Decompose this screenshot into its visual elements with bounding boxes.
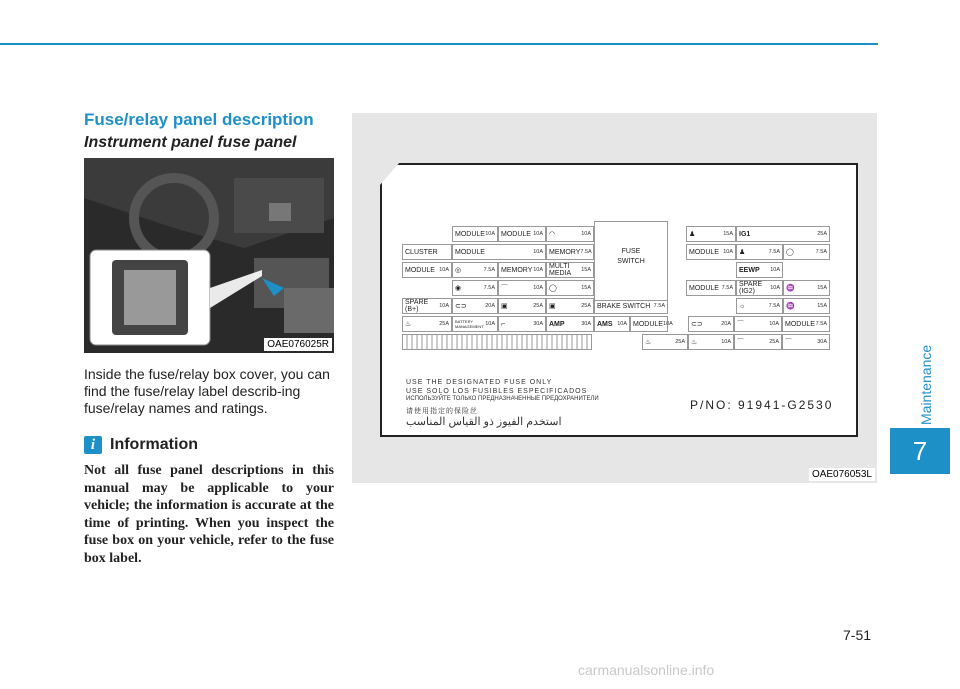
driver-seat-icon: ⌐ bbox=[501, 320, 506, 328]
lh-door-icon: ▣ bbox=[549, 303, 556, 310]
part-number: P/NO: 91941-G2530 bbox=[690, 398, 834, 412]
car-icon-2: ⊂⊃ bbox=[691, 321, 703, 328]
steering-wheel-icon: ◯ bbox=[549, 285, 557, 292]
rear-seat-heater-icon: ♨ bbox=[405, 321, 412, 328]
airbag-icon: ◉ bbox=[455, 285, 462, 292]
fuse-cell: AMS 10A bbox=[594, 316, 630, 332]
fuse-cell: SPARE (IG2) 10A bbox=[736, 280, 783, 296]
fuse-cell: ⌒ 10A bbox=[734, 316, 782, 332]
fuse-cell: IG1 25A bbox=[736, 226, 830, 242]
fuse-cell: EEWP 10A bbox=[736, 262, 783, 278]
steering-icon-2: ◯ bbox=[786, 249, 794, 256]
front-wiper-icon: ⌒ bbox=[737, 321, 744, 328]
information-text: Not all fuse panel descriptions in this manual may be applicable to your vehicle; the information is accurate at the time of printing. When you inspect the fuse box on your vehicle, refer to the fuse box label. bbox=[84, 463, 334, 566]
chapter-side-label: Maintenance bbox=[918, 344, 934, 425]
car-icon: ⊂⊃ bbox=[455, 303, 467, 310]
fuse-cell: BRAKE SWITCH 7.5A bbox=[594, 298, 668, 314]
fuse-cell: MULTI MEDIA 15A bbox=[546, 262, 594, 278]
fuse-cell: ◯ 7.5A bbox=[783, 244, 830, 260]
wiper-icon: ⌒ bbox=[501, 285, 508, 292]
fuse-cell: ⊂⊃ 20A bbox=[688, 316, 734, 332]
warning-line: 请使用指定的保险丝 bbox=[406, 408, 478, 415]
sub-title: Instrument panel fuse panel bbox=[84, 134, 297, 151]
fuse-cell: MODULE 7.5A bbox=[782, 316, 830, 332]
fuse-cell: MODULE 7.5A bbox=[686, 280, 736, 296]
front-defrost-icon: ♒ bbox=[786, 303, 795, 310]
fuse-cell-blank bbox=[402, 334, 592, 350]
fuse-cell: ⌒ 25A bbox=[734, 334, 782, 350]
fuse-cell: MODULE 10A bbox=[402, 262, 452, 278]
photo-caption: OAE076025R bbox=[264, 338, 332, 351]
dome-light-icon: ◠ bbox=[549, 231, 556, 238]
fuse-cover-photo bbox=[84, 158, 334, 353]
driver-icon: ♟ bbox=[689, 231, 696, 238]
fuse-cell: CLUSTER bbox=[402, 244, 452, 260]
information-title: Information bbox=[110, 436, 198, 453]
fuse-cell: ◎ 7.5A bbox=[452, 262, 498, 278]
warning-line: USE SOLO LOS FUSIBLES ESPECIFICADOS bbox=[406, 388, 588, 395]
watermark: carmanualsonline.info bbox=[578, 662, 715, 678]
rh-door-icon: ▣ bbox=[501, 303, 508, 310]
fuse-cell: MODULE 10A bbox=[686, 244, 736, 260]
rear-defogger-icon: ♨ bbox=[691, 339, 698, 346]
rear-defrost-icon: ♒ bbox=[786, 285, 795, 292]
info-icon: i bbox=[84, 436, 102, 454]
chapter-number-tab: 7 bbox=[890, 428, 950, 474]
front-washer-icon: ⌒ bbox=[785, 339, 792, 346]
section-title: Fuse/relay panel description bbox=[84, 110, 314, 129]
fuse-cell: MODULE 10A bbox=[630, 316, 668, 332]
fuse-cell: ◠ 10A bbox=[546, 226, 594, 242]
fuse-cell: ♨ 10A bbox=[688, 334, 734, 350]
wiper-icon-2: ⌒ bbox=[737, 339, 744, 346]
fuse-cell: ⊂⊃ 20A bbox=[452, 298, 498, 314]
fuse-cell: MODULE 10A bbox=[452, 244, 546, 260]
fuse-panel-diagram bbox=[352, 113, 877, 483]
fuse-cell: ♨ 25A bbox=[402, 316, 452, 332]
fuse-switch: FUSE SWITCH bbox=[594, 221, 668, 301]
fuse-cell: ♒ 15A bbox=[783, 280, 830, 296]
sun-icon: ☼ bbox=[739, 302, 746, 310]
fuse-cell: BATTERY MANAGEMENT 10A bbox=[452, 316, 498, 332]
fuse-cell: ⌐ 30A bbox=[498, 316, 546, 332]
fuse-cell: ▣ 25A bbox=[498, 298, 546, 314]
fuse-cell: ☼ 7.5A bbox=[736, 298, 783, 314]
warning-line: ИСПОЛЬЗУЙТЕ ТОЛЬКО ПРЕДНАЗНАЧЕННЫЕ ПРЕДОХРАНИТЕЛИ bbox=[406, 396, 599, 402]
fuse-cell: SPARE (B+) 10A bbox=[402, 298, 452, 314]
fuse-cell: ◯ 15A bbox=[546, 280, 594, 296]
fuse-cell: ♒ 15A bbox=[783, 298, 830, 314]
fuse-cell: ▣ 25A bbox=[546, 298, 594, 314]
diagram-caption: OAE076053L bbox=[809, 468, 875, 481]
fuse-cell: MEMORY 10A bbox=[498, 262, 546, 278]
warning-line: USE THE DESIGNATED FUSE ONLY bbox=[406, 379, 553, 386]
fuse-cell: MODULE 10A bbox=[498, 226, 546, 242]
page-number: 7-51 bbox=[843, 627, 872, 643]
fuse-cell: ⌒ 30A bbox=[782, 334, 830, 350]
body-text: Inside the fuse/relay box cover, you can find the fuse/relay label describ-ing fuse/relay names and ratings. bbox=[84, 366, 330, 416]
ind-icon: ♟ bbox=[739, 249, 746, 256]
top-rule bbox=[0, 43, 878, 45]
fuse-cell: AMP 30A bbox=[546, 316, 594, 332]
front-seat-heater-icon: ♨ bbox=[645, 339, 652, 346]
fuse-cell: ♟ 15A bbox=[686, 226, 736, 242]
fuse-cell: ♟ 7.5A bbox=[736, 244, 783, 260]
steering-icon: ◎ bbox=[455, 267, 462, 274]
fuse-cell: ♨ 25A bbox=[642, 334, 688, 350]
fuse-cell: MEMORY 7.5A bbox=[546, 244, 594, 260]
warning-line: استخدم الفيوز ذو القياس المناسب bbox=[406, 416, 562, 428]
information-heading bbox=[84, 436, 198, 454]
fuse-cell: MODULE 10A bbox=[452, 226, 498, 242]
fuse-cell: ◉ 7.5A bbox=[452, 280, 498, 296]
fuse-cell: ⌒ 10A bbox=[498, 280, 546, 296]
